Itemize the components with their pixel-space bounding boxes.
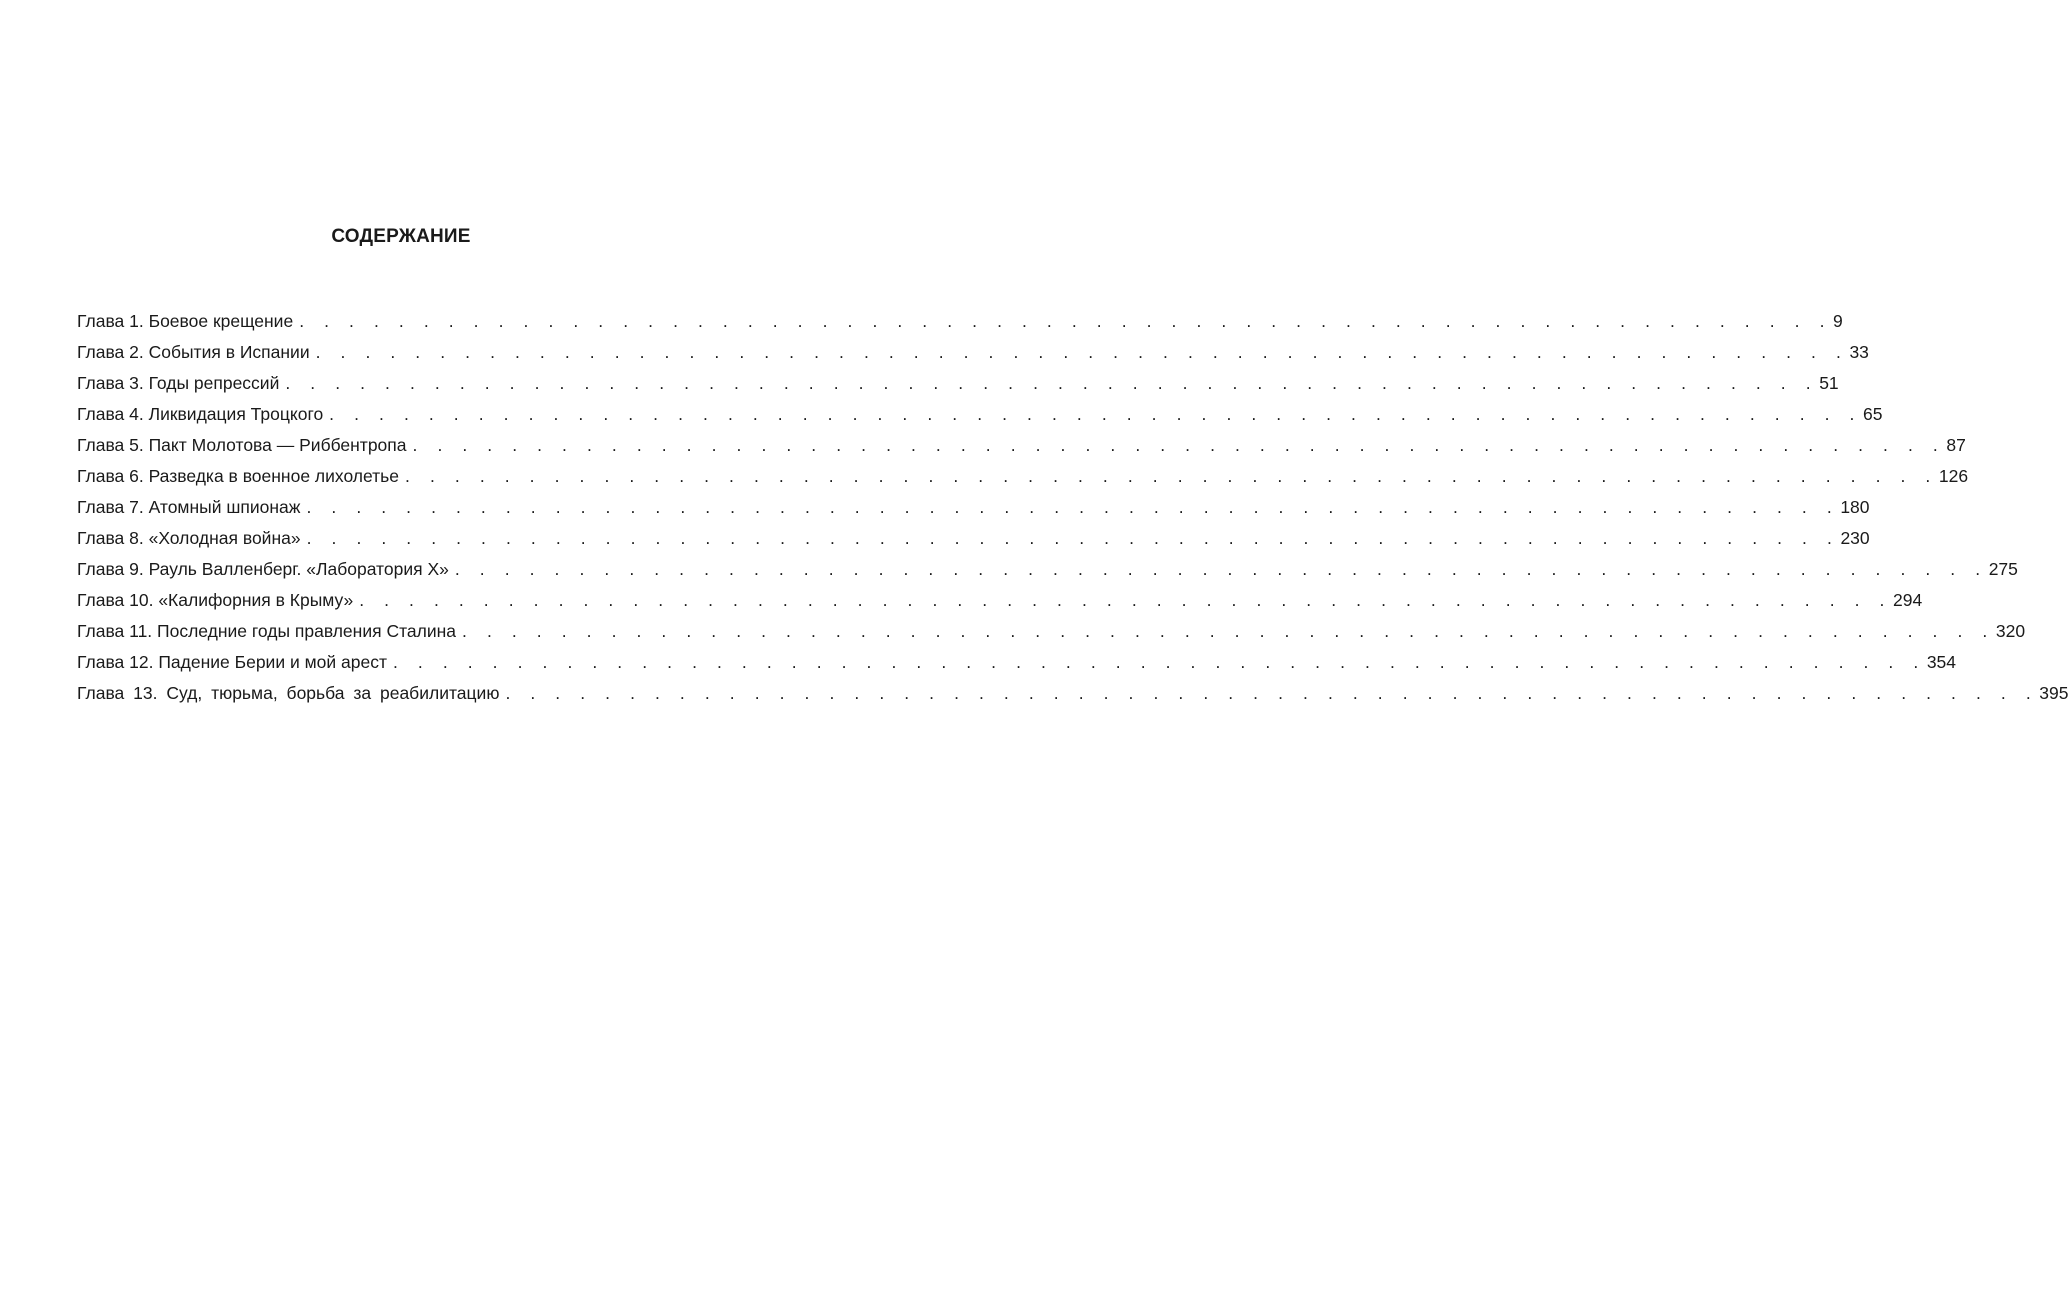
dot-leader: . . . . . . . . . . . . . . . . . . . . . . . . . . . . . . . . . . . . . . . . . . . . . . . . . . . . . . . . . . . . . .: [405, 466, 1938, 486]
toc-entry-page: 180: [1840, 497, 1870, 517]
toc-entry-label: Глава 7. Атомный шпионаж: [77, 497, 301, 517]
table-of-contents: [77, 306, 2069, 709]
toc-entry-page: 9: [1833, 311, 1843, 331]
dot-leader: . . . . . . . . . . . . . . . . . . . . . . . . . . . . . . . . . . . . . . . . . . . . . . . . . . . . . . . . . . . . . .: [285, 373, 1819, 393]
dot-leader: . . . . . . . . . . . . . . . . . . . . . . . . . . . . . . . . . . . . . . . . . . . . . . . . . . . . . . . . . . . . . .: [315, 342, 1849, 362]
toc-entry-page: 230: [1840, 528, 1870, 548]
toc-entry-page: 395: [2039, 683, 2069, 703]
toc-entry-label: Глава 4. Ликвидация Троцкого: [77, 404, 324, 424]
dot-leader: . . . . . . . . . . . . . . . . . . . . . . . . . . . . . . . . . . . . . . . . . . . . . . . . . . . . . . . . . . . . . .: [359, 590, 1893, 610]
dot-leader: . . . . . . . . . . . . . . . . . . . . . . . . . . . . . . . . . . . . . . . . . . . . . . . . . . . . . . . . . . . . . .: [454, 559, 1988, 579]
toc-entry-label: Глава 3. Годы репрессий: [77, 373, 280, 393]
toc-entry-label: Глава 13. Суд, тюрьма, борьба за реабилитацию: [77, 683, 500, 703]
toc-entry: [77, 461, 1969, 492]
toc-entry: [77, 616, 2026, 647]
toc-entry: [77, 368, 1839, 399]
toc-entry-label: Глава 12. Падение Берии и мой арест: [77, 652, 387, 672]
dot-leader: . . . . . . . . . . . . . . . . . . . . . . . . . . . . . . . . . . . . . . . . . . . . . . . . . . . . . . . . . . . . . .: [462, 621, 1995, 641]
toc-entry-page: 275: [1988, 559, 2018, 579]
toc-entry-label: Глава 10. «Калифорния в Крыму»: [77, 590, 354, 610]
toc-entry: [77, 554, 2018, 585]
dot-leader: . . . . . . . . . . . . . . . . . . . . . . . . . . . . . . . . . . . . . . . . . . . . . . . . . . . . . . . . . . . . . .: [412, 435, 1946, 455]
toc-entry-label: Глава 6. Разведка в военное лихолетье: [77, 466, 400, 486]
toc-entry: [77, 492, 1870, 523]
toc-entry-page: 320: [1995, 621, 2026, 641]
page-title: СОДЕРЖАНИЕ: [331, 226, 471, 247]
toc-entry-label: Глава 9. Рауль Валленберг. «Лаборатория X»: [77, 559, 449, 579]
toc-entry: [77, 678, 2069, 709]
dot-leader: . . . . . . . . . . . . . . . . . . . . . . . . . . . . . . . . . . . . . . . . . . . . . . . . . . . . . . . . . . . . . .: [306, 528, 1840, 548]
toc-entry-label: Глава 2. События в Испании: [77, 342, 310, 362]
toc-entry: [77, 585, 1923, 616]
toc-entry: [77, 647, 1957, 678]
toc-entry: [77, 337, 1869, 368]
toc-entry-page: 87: [1946, 435, 1966, 455]
toc-entry-page: 126: [1938, 466, 1969, 486]
toc-entry-page: 33: [1849, 342, 1869, 362]
toc-entry: [77, 399, 1883, 430]
dot-leader: . . . . . . . . . . . . . . . . . . . . . . . . . . . . . . . . . . . . . . . . . . . . . . . . . . . . . . . . . . . . . .: [329, 404, 1863, 424]
toc-entry-label: Глава 5. Пакт Молотова — Риббентропа: [77, 435, 407, 455]
toc-entry-page: 354: [1926, 652, 1957, 672]
dot-leader: . . . . . . . . . . . . . . . . . . . . . . . . . . . . . . . . . . . . . . . . . . . . . . . . . . . . . . . . . . . . . .: [392, 652, 1926, 672]
dot-leader: . . . . . . . . . . . . . . . . . . . . . . . . . . . . . . . . . . . . . . . . . . . . . . . . . . . . . . . . . . . . . .: [306, 497, 1840, 517]
toc-entry-page: 65: [1863, 404, 1883, 424]
toc-entry-label: Глава 1. Боевое крещение: [77, 311, 294, 331]
toc-entry-label: Глава 11. Последние годы правления Сталина: [77, 621, 457, 641]
dot-leader: . . . . . . . . . . . . . . . . . . . . . . . . . . . . . . . . . . . . . . . . . . . . . . . . . . . . . . . . . . . . . .: [505, 683, 2039, 703]
toc-entry-label: Глава 8. «Холодная война»: [77, 528, 301, 548]
toc-entry: [77, 306, 1843, 337]
toc-entry: [77, 523, 1870, 554]
toc-entry: [77, 430, 1966, 461]
dot-leader: . . . . . . . . . . . . . . . . . . . . . . . . . . . . . . . . . . . . . . . . . . . . . . . . . . . . . . . . . . . . . .: [299, 311, 1833, 331]
toc-entry-page: 294: [1893, 590, 1923, 610]
toc-entry-page: 51: [1819, 373, 1839, 393]
